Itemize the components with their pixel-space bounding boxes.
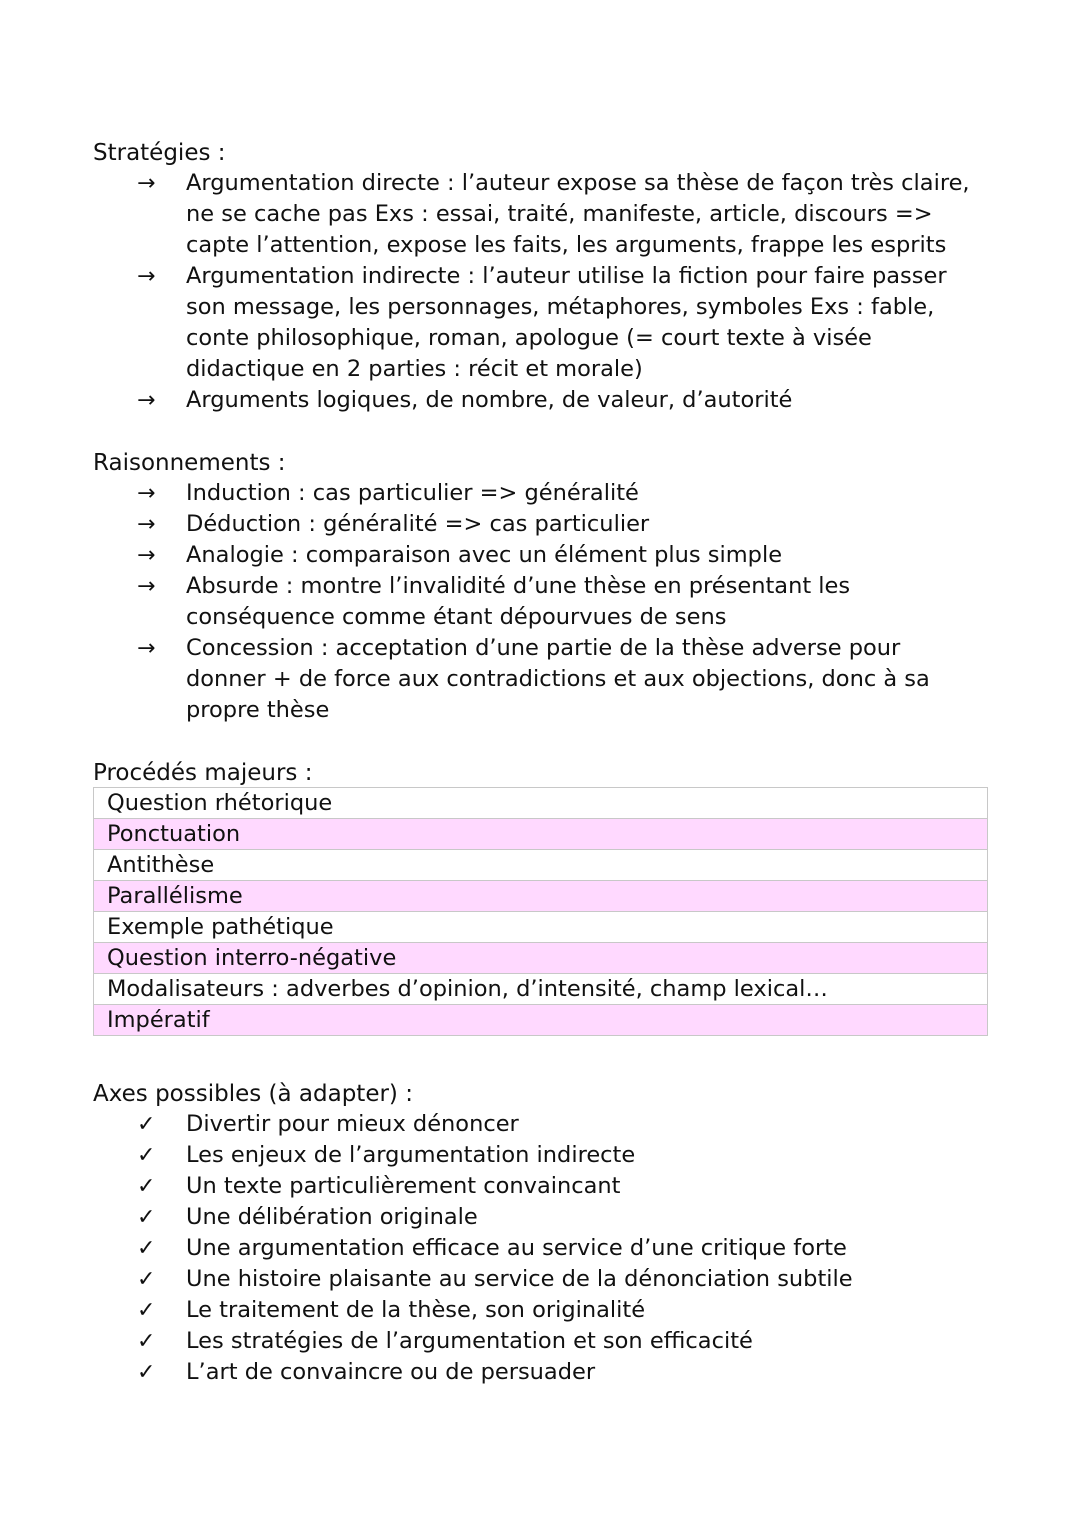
item-line: Arguments logiques, de nombre, de valeur, d’autorité	[186, 387, 793, 413]
table-row	[94, 850, 988, 881]
check-icon: ✓	[137, 1143, 156, 1168]
list-item	[0, 1233, 1080, 1264]
axes-list	[0, 1109, 1080, 1388]
table-row	[94, 1005, 988, 1036]
check-icon: ✓	[137, 1360, 156, 1385]
table-cell: Antithèse	[94, 850, 988, 881]
item-line: didactique en 2 parties : récit et morale)	[186, 356, 643, 382]
check-icon: ✓	[137, 1174, 156, 1199]
arrow-right-icon: →	[137, 574, 156, 599]
item-text: Les stratégies de l’argumentation et son efficacité	[186, 1328, 753, 1354]
list-item	[0, 1109, 1080, 1140]
list-item	[0, 633, 1080, 726]
item-text: Le traitement de la thèse, son originalité	[186, 1297, 646, 1323]
item-line: conte philosophique, roman, apologue (= court texte à visée	[186, 325, 872, 351]
check-icon: ✓	[137, 1205, 156, 1230]
item-line: conséquence comme étant dépourvues de sens	[186, 604, 727, 630]
arrow-right-icon: →	[137, 264, 156, 289]
list-item	[0, 1171, 1080, 1202]
list-item	[0, 1202, 1080, 1233]
arrow-right-icon: →	[137, 388, 156, 413]
table-row	[94, 943, 988, 974]
item-text: Une histoire plaisante au service de la dénonciation subtile	[186, 1266, 853, 1292]
table-cell: Question rhétorique	[94, 788, 988, 819]
item-line: Déduction : généralité => cas particulier	[186, 511, 650, 537]
item-line: Concession : acceptation d’une partie de la thèse adverse pour	[186, 635, 901, 661]
arrow-right-icon: →	[137, 171, 156, 196]
table-cell: Exemple pathétique	[94, 912, 988, 943]
reasonings-list	[0, 478, 1080, 726]
list-item	[0, 261, 1080, 385]
list-item	[0, 385, 1080, 416]
reasonings-title: Raisonnements :	[93, 450, 286, 476]
item-text: Divertir pour mieux dénoncer	[186, 1111, 519, 1137]
check-icon: ✓	[137, 1267, 156, 1292]
strategies-title: Stratégies :	[93, 140, 226, 166]
item-line: propre thèse	[186, 697, 330, 723]
check-icon: ✓	[137, 1112, 156, 1137]
arrow-right-icon: →	[137, 636, 156, 661]
item-line: Argumentation indirecte : l’auteur utilise la fiction pour faire passer	[186, 263, 947, 289]
list-item	[0, 478, 1080, 509]
item-line: capte l’attention, expose les faits, les arguments, frappe les esprits	[186, 232, 947, 258]
item-line: Argumentation directe : l’auteur expose sa thèse de façon très claire,	[186, 170, 970, 196]
arrow-right-icon: →	[137, 481, 156, 506]
list-item	[0, 1140, 1080, 1171]
arrow-right-icon: →	[137, 512, 156, 537]
table-cell: Modalisateurs : adverbes d’opinion, d’intensité, champ lexical…	[94, 974, 988, 1005]
strategies-list	[0, 168, 1080, 416]
list-item	[0, 571, 1080, 633]
axes-title: Axes possibles (à adapter) :	[93, 1081, 413, 1107]
list-item	[0, 168, 1080, 261]
item-text: Les enjeux de l’argumentation indirecte	[186, 1142, 636, 1168]
item-line: Analogie : comparaison avec un élément plus simple	[186, 542, 783, 568]
item-line: son message, les personnages, métaphores, symboles Exs : fable,	[186, 294, 935, 320]
table-row	[94, 819, 988, 850]
list-item	[0, 1357, 1080, 1388]
item-text: L’art de convaincre ou de persuader	[186, 1359, 596, 1385]
item-text: Une délibération originale	[186, 1204, 478, 1230]
list-item	[0, 540, 1080, 571]
check-icon: ✓	[137, 1236, 156, 1261]
table-row	[94, 881, 988, 912]
table-cell: Question interro-négative	[94, 943, 988, 974]
item-text: Un texte particulièrement convaincant	[186, 1173, 621, 1199]
table-row	[94, 912, 988, 943]
table-cell: Ponctuation	[94, 819, 988, 850]
list-item	[0, 1326, 1080, 1357]
table-row	[94, 974, 988, 1005]
item-line: Absurde : montre l’invalidité d’une thèse en présentant les	[186, 573, 851, 599]
list-item	[0, 509, 1080, 540]
table-cell: Parallélisme	[94, 881, 988, 912]
procedes-table	[93, 787, 988, 1036]
item-line: ne se cache pas Exs : essai, traité, manifeste, article, discours =>	[186, 201, 933, 227]
item-line: Induction : cas particulier => généralité	[186, 480, 639, 506]
procedes-title: Procédés majeurs :	[93, 760, 313, 786]
check-icon: ✓	[137, 1298, 156, 1323]
arrow-right-icon: →	[137, 543, 156, 568]
table-cell: Impératif	[94, 1005, 988, 1036]
table-row	[94, 788, 988, 819]
check-icon: ✓	[137, 1329, 156, 1354]
item-line: donner + de force aux contradictions et aux objections, donc à sa	[186, 666, 930, 692]
list-item	[0, 1264, 1080, 1295]
item-text: Une argumentation efficace au service d’une critique forte	[186, 1235, 847, 1261]
list-item	[0, 1295, 1080, 1326]
